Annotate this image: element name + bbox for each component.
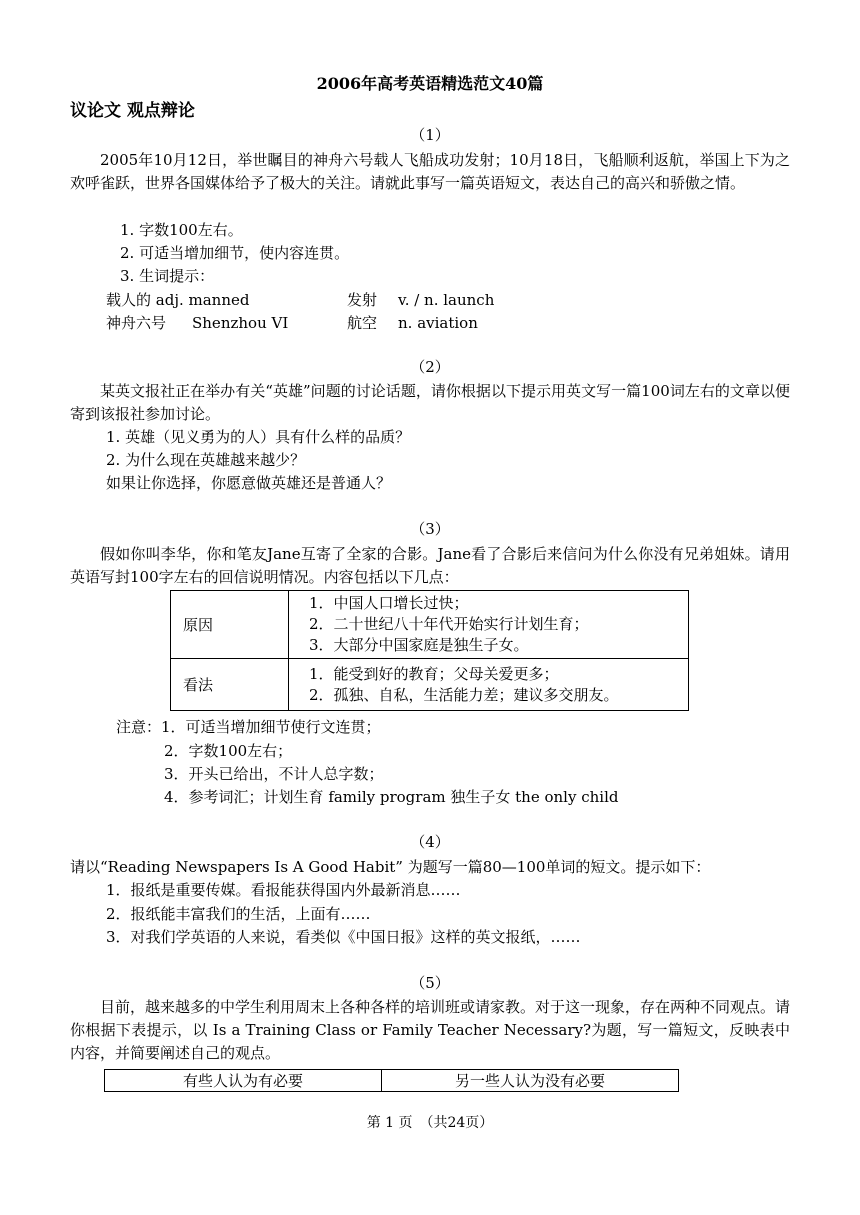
question-number-5: （5） [410, 974, 450, 992]
note-2: 2．字数100左右； [164, 742, 293, 760]
list-item: 3．大部分中国家庭是独生子女。 [309, 636, 529, 654]
question-2-text: 某英文报社正在举办有关“英雄”问题的讨论话题，请你根据以下提示用英文写一篇100词左右的文章以便寄到该报社参加讨论。 [70, 382, 790, 423]
question-2-point-3: 如果让你选择，你愿意做英雄还是普通人？ [106, 474, 392, 492]
page-footer: 第 1 页 （共24页） [366, 1115, 494, 1131]
reasons-opinions-table [170, 590, 689, 711]
list-item: 1．能受到好的教育；父母关爱更多； [309, 664, 559, 683]
question-1-text: 2005年10月12日，举世瞩目的神舟六号载人飞船成功发射；10月18日，飞船顺利返航，举国上下为之欢呼雀跃，世界各国媒体给予了极大的关注。请就此事写一篇英语短文，表达自己的高兴和骄傲之情。 [70, 151, 790, 192]
note-1: 注意：1．可适当增加细节使行文连贯； [116, 718, 381, 736]
note-4: 4．参考词汇；计划生育 family program 独生子女 the only child [164, 788, 619, 806]
vocab-manned: 载人的 adj. manned [106, 291, 250, 309]
table-label-opinions: 看法 [171, 659, 289, 711]
table-cell-opinions [289, 659, 689, 711]
vocab-aviation-cn: 航空 [347, 314, 378, 332]
question-2-point-1: 1. 英雄（见义勇为的人）具有什么样的品质？ [106, 428, 411, 446]
question-4-point-2: 2．报纸能丰富我们的生活，上面有…… [106, 905, 371, 923]
requirement-1: 1. 字数100左右。 [120, 221, 243, 239]
table-row [171, 659, 689, 711]
question-number-1: （1） [410, 126, 450, 144]
vocab-launch-en: v. / n. launch [398, 291, 495, 309]
question-number-3: （3） [410, 520, 450, 538]
vocab-launch-cn: 发射 [347, 291, 378, 309]
question-number-2: （2） [410, 358, 450, 376]
vocab-shenzhou-en: Shenzhou VI [192, 314, 289, 332]
requirement-3: 3. 生词提示： [120, 267, 215, 285]
list-item: 2．孤独、自私，生活能力差；建议多交朋友。 [309, 685, 619, 704]
question-3-text: 假如你叫李华，你和笔友Jane互寄了全家的合影。Jane看了合影后来信问为什么你没有兄弟姐妹。请用英语写封100字左右的回信说明情况。内容包括以下几点： [70, 545, 790, 586]
list-item: 2．二十世纪八十年代开始实行计划生育； [309, 615, 589, 633]
vocab-shenzhou-cn: 神舟六号 [106, 314, 167, 332]
question-5-text: 目前，越来越多的中学生利用周末上各种各样的培训班或请家教。对于这一现象，存在两种不同观点。请你根据下表提示，以 Is a Training Class or Family Teacher Necessary?为题，写一篇短文，反映表中内容，并简要阐述自己的观点。 [70, 998, 791, 1062]
table-row [171, 591, 689, 659]
question-4-point-1: 1．报纸是重要传媒。看报能获得国内外最新消息…… [106, 881, 461, 899]
note-3: 3．开头已给出，不计人总字数； [164, 765, 384, 783]
table-cell-reasons [289, 591, 689, 659]
list-item: 1．中国人口增长过快； [309, 594, 469, 612]
table-row [105, 1070, 679, 1092]
table-header-unnecessary: 另一些人认为没有必要 [382, 1070, 679, 1092]
table-label-reasons: 原因 [171, 591, 289, 659]
document-title: 2006年高考英语精选范文40篇 [316, 74, 544, 93]
question-4-intro: 请以“Reading Newspapers Is A Good Habit” 为题写一篇80—100单词的短文。提示如下： [70, 858, 711, 876]
question-number-4: （4） [410, 833, 450, 851]
section-heading: 议论文 观点辩论 [70, 101, 195, 121]
question-4-point-3: 3．对我们学英语的人来说，看类似《中国日报》这样的英文报纸，…… [106, 928, 581, 946]
viewpoints-table [104, 1069, 679, 1092]
requirement-2: 2. 可适当增加细节，使内容连贯。 [120, 244, 350, 262]
table-header-necessary: 有些人认为有必要 [105, 1070, 382, 1092]
question-2-point-2: 2. 为什么现在英雄越来越少？ [106, 451, 306, 469]
vocab-aviation-en: n. aviation [398, 314, 478, 332]
